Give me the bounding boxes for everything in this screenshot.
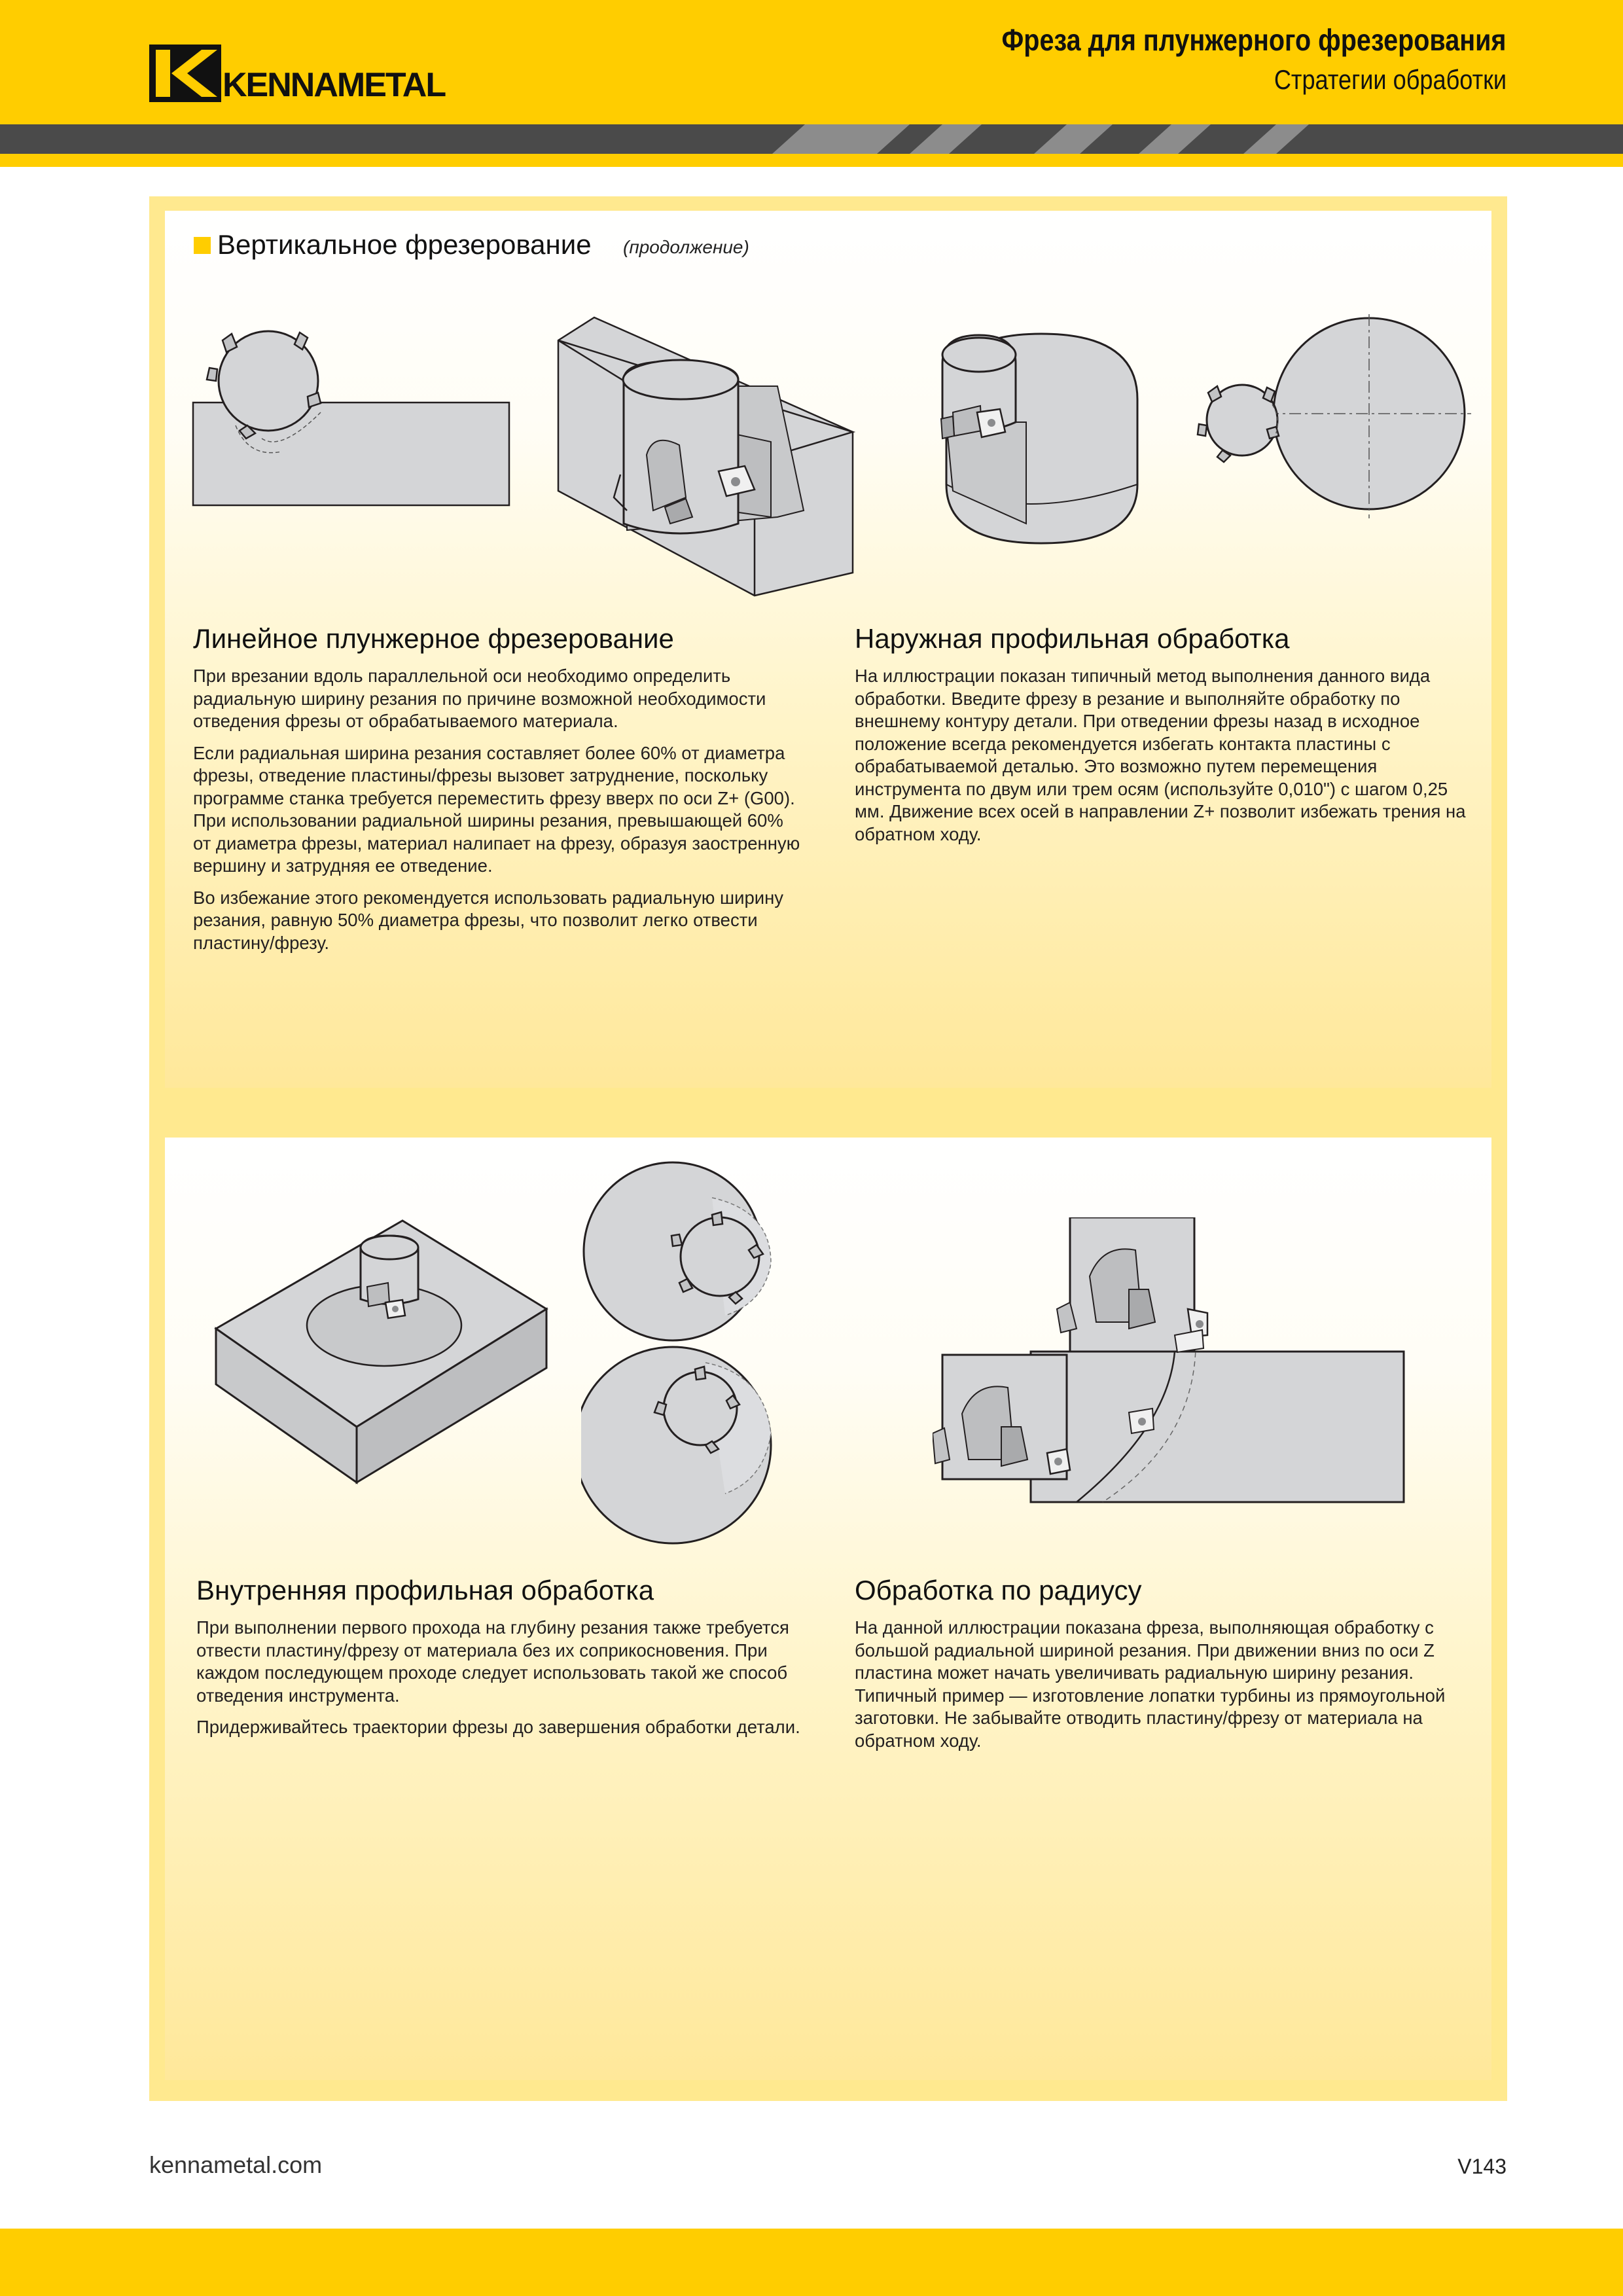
inner-profile-3d-illustration	[213, 1211, 553, 1486]
section-note: (продолжение)	[623, 237, 749, 257]
inner-profile-heading: Внутренняя профильная обработка	[196, 1575, 654, 1605]
outer-profile-3d-illustration	[869, 314, 1144, 550]
outer-profile-paragraph: На иллюстрации показан типичный метод выполнения данного вида обработки. Введите фрезу в резание и выполняйте обработку по внешнему контуру детали. При отведении фрезы назад в исходное положение всегда рекомендуется избегать контакта пластины с обрабатываемой деталью. Это возможно путем перемещения инструмента по двум или трем осям (используйте 0,010") с шагом 0,25 мм. Движение всех осей в направлении Z+ позволит избежать трения на обратном ходу.	[855, 666, 1466, 844]
outer-profile-text	[855, 665, 1467, 855]
outer-profile-heading: Наружная профильная обработка	[855, 623, 1290, 654]
kennametal-k-mark-icon	[149, 45, 221, 102]
footer-website-link[interactable]: kennametal.com	[149, 2151, 323, 2178]
kennametal-logo[interactable]	[149, 45, 446, 104]
brand-name: KENNAMETAL	[223, 66, 446, 104]
footer-bar	[0, 2229, 1623, 2296]
radius-paragraph: На данной иллюстрации показана фреза, выполняющая обработку с большой радиальной шириной резания. При движении вниз по оси Z пластина может начать увеличивать радиальную ширину резания. Типичный пример — изготовление лопатки турбины из прямоугольной заготовки. Не забывайте отводить пластину/фрезу от материала на обратном ходу.	[855, 1617, 1446, 1751]
linear-plunge-2d-illustration	[190, 314, 517, 511]
inner-profile-paragraph: При выполнении первого прохода на глубину резания также требуется отвести пластину/фрезу от материала без их соприкосновения. При каждом последующем проходе следует использовать такой же способ отведения инструмента.	[196, 1617, 789, 1706]
linear-plunge-paragraph: Если радиальная ширина резания составляет более 60% от диаметра фрезы, отведение пластины/фрезы вызовет затруднение, поскольку программе станка требуется переместить фрезу вверх по оси Z+ (G00). При использовании радиальной ширины резания, превышающей 60% от диаметра фрезы, материал налипает на фрезу, образуя заостренную вершину и затрудняя ее отведение.	[193, 742, 800, 876]
linear-plunge-paragraph: Во избежание этого рекомендуется использовать радиальную ширину резания, равную 50% диаметра фрезы, что позволит легко отвести пластину/фрезу.	[193, 887, 784, 953]
radius-heading: Обработка по радиусу	[855, 1575, 1142, 1605]
section-title: Вертикальное фрезерование	[217, 229, 592, 260]
linear-plunge-text	[193, 665, 805, 963]
linear-plunge-paragraph: При врезании вдоль параллельной оси необходимо определить радиальную ширину резания по причине возможной необходимости отведения фрезы от обрабатываемого материала.	[193, 666, 766, 731]
header-underline	[0, 154, 1623, 167]
page-title: Фреза для плунжерного фрезерования	[1001, 23, 1507, 57]
inner-profile-2d-illustration	[581, 1158, 817, 1551]
section-marker	[194, 237, 211, 254]
outer-profile-2d-illustration	[1183, 314, 1471, 524]
inner-profile-paragraph: Придерживайтесь траектории фрезы до завершения обработки детали.	[196, 1717, 800, 1737]
linear-plunge-heading: Линейное плунжерное фрезерование	[193, 623, 674, 654]
inner-profile-text	[196, 1617, 805, 1748]
page-number: V143	[1457, 2155, 1507, 2178]
header-stripe	[0, 124, 1623, 154]
radius-text	[855, 1617, 1467, 1761]
linear-plunge-3d-illustration	[555, 314, 856, 602]
page-subtitle: Стратегии обработки	[1274, 64, 1507, 95]
radius-machining-illustration	[933, 1217, 1410, 1505]
